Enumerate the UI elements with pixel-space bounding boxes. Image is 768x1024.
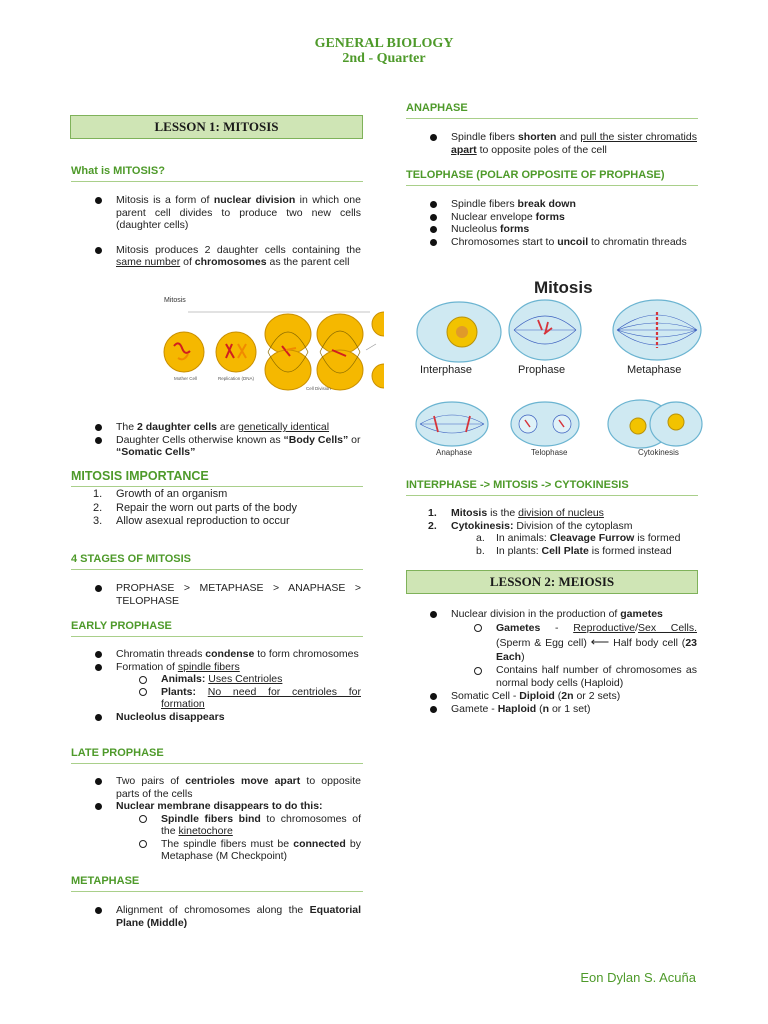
bullet-icon	[95, 714, 102, 721]
circle-bullet-icon	[139, 840, 147, 848]
dividing-cell-metaphase	[317, 314, 363, 390]
circle-bullet-icon	[474, 624, 482, 632]
list-item: 2. Repair the worn out parts of the body	[93, 501, 297, 514]
label-replication: Replication (DNA)	[218, 376, 255, 381]
list-item: Mitosis produces 2 daughter cells containing the same number of chromosomes as the parent cell	[71, 244, 361, 269]
label-anaphase: Anaphase	[436, 448, 473, 457]
list-item: Daughter Cells otherwise known as “Body Cells” or “Somatic Cells”	[71, 434, 361, 459]
list-item: Two pairs of centrioles move apart to opposite parts of the cells	[71, 775, 361, 800]
list-subitem: The spindle fibers must be connected by Metaphase (M Checkpoint)	[71, 838, 361, 863]
document-subtitle: 2nd - Quarter	[342, 51, 426, 66]
bullet-icon	[95, 585, 102, 592]
list-item: PROPHASE > METAPHASE > ANAPHASE > TELOPHASE	[71, 582, 361, 607]
daughter-cells-partial	[366, 312, 384, 388]
bullet-icon	[430, 706, 437, 713]
list-item: 1. Mitosis is the division of nucleus	[428, 507, 604, 519]
label-interphase: Interphase	[420, 364, 472, 376]
what-is-mitosis-list	[71, 194, 361, 269]
bullet-icon	[430, 239, 437, 246]
telophase-cell	[511, 402, 579, 446]
metaphase-heading: METAPHASE	[71, 875, 363, 892]
bullet-icon	[430, 226, 437, 233]
circle-bullet-icon	[474, 667, 482, 675]
what-is-mitosis-heading: What is MITOSIS?	[71, 165, 363, 182]
mitosis-stages-diagram	[412, 272, 704, 462]
list-item: Nucleolus disappears	[71, 711, 361, 724]
bullet-icon	[95, 651, 102, 658]
label-metaphase: Metaphase	[627, 364, 682, 376]
prophase-cell	[509, 300, 581, 360]
mother-cell	[164, 332, 204, 372]
early-prophase-heading: EARLY PROPHASE	[71, 620, 363, 637]
telophase-list	[406, 198, 697, 248]
meiosis-list	[406, 608, 697, 716]
list-item: Alignment of chromosomes along the Equatorial Plane (Middle)	[71, 904, 361, 929]
list-item: Nuclear membrane disappears to do this:	[71, 800, 361, 813]
diagram-title: Mitosis	[164, 297, 186, 304]
document-title: GENERAL BIOLOGY	[314, 36, 454, 51]
bullet-icon	[95, 803, 102, 810]
mitosis-importance-heading: MITOSIS IMPORTANCE	[71, 470, 363, 487]
lesson-2-title: LESSON 2: MEIOSIS	[406, 570, 698, 594]
importance-list	[71, 488, 361, 529]
replicated-cell	[216, 332, 256, 372]
metaphase-cell	[613, 300, 701, 360]
anaphase-list	[406, 131, 697, 156]
bullet-icon	[95, 664, 102, 671]
telophase-heading: TELOPHASE (POLAR OPPOSITE OF PROPHASE)	[406, 169, 698, 186]
list-item: 2. Cytokinesis: Division of the cytoplasm	[428, 519, 633, 532]
four-stages-heading: 4 STAGES OF MITOSIS	[71, 553, 363, 570]
stages-list	[71, 582, 361, 607]
bullet-icon	[430, 611, 437, 618]
bullet-icon	[430, 134, 437, 141]
late-prophase-list	[71, 775, 361, 863]
cycle-list	[406, 507, 697, 557]
list-subitem: Gametes - Reproductive/Sex Cells. (Sperm & Egg cell) ⟵ Half body cell (23 Each)	[406, 621, 697, 664]
label-mother-cell: Mother Cell	[174, 376, 198, 381]
list-item: Gamete - Haploid (n or 1 set)	[406, 703, 697, 716]
lesson-1-title: LESSON 1: MITOSIS	[70, 115, 363, 139]
label-cytokinesis: Cytokinesis	[638, 448, 679, 457]
late-prophase-heading: LATE PROPHASE	[71, 747, 363, 764]
bullet-icon	[95, 197, 102, 204]
bullet-icon	[95, 778, 102, 785]
dividing-cell-prophase	[265, 314, 311, 390]
diagram-title: Mitosis	[534, 278, 593, 297]
list-item: Chromosomes start to uncoil to chromatin threads	[406, 236, 697, 249]
anaphase-heading: ANAPHASE	[406, 102, 698, 119]
list-item: Nucleolus forms	[406, 223, 697, 236]
list-item: Chromatin threads condense to form chromosomes	[71, 648, 361, 661]
cytokinesis-cell	[608, 400, 702, 448]
bullet-icon	[95, 247, 102, 254]
bullet-icon	[430, 201, 437, 208]
cycle-heading: INTERPHASE -> MITOSIS -> CYTOKINESIS	[406, 479, 698, 496]
list-subitem: Plants: No need for centrioles for formation	[71, 686, 361, 711]
list-item: Spindle fibers break down	[406, 198, 697, 211]
metaphase-list	[71, 904, 361, 929]
bullet-icon	[430, 214, 437, 221]
early-prophase-list	[71, 648, 361, 723]
bullet-icon	[95, 907, 102, 914]
bullet-icon	[95, 437, 102, 444]
left-arrow-icon: ⟵	[590, 634, 610, 649]
list-item: Spindle fibers shorten and pull the sister chromatids apart to opposite poles of the cell	[406, 131, 697, 156]
list-item: Somatic Cell - Diploid (2n or 2 sets)	[406, 690, 697, 703]
label-telophase: Telophase	[531, 448, 568, 457]
circle-bullet-icon	[139, 688, 147, 696]
daughter-cells-list	[71, 421, 361, 459]
list-item: The 2 daughter cells are genetically identical	[71, 421, 361, 434]
list-subitem: Contains half number of chromosomes as normal body cells (Haploid)	[406, 664, 697, 690]
author-name: Eon Dylan S. Acuña	[580, 970, 696, 985]
list-subitem: Animals: Uses Centrioles	[71, 673, 361, 686]
bullet-icon	[430, 693, 437, 700]
label-cell-division: Cell Division	[306, 386, 331, 391]
list-subitem: b. In plants: Cell Plate is formed instead	[476, 544, 672, 557]
list-subitem: a. In animals: Cleavage Furrow is formed	[476, 532, 681, 544]
list-subitem: Spindle fibers bind to chromosomes of the kinetochore	[71, 813, 361, 838]
list-item: 1. Growth of an organism	[93, 488, 228, 500]
list-item: Nuclear envelope forms	[406, 211, 697, 224]
list-item: 3. Allow asexual reproduction to occur	[93, 515, 290, 527]
interphase-cell	[417, 302, 501, 362]
list-item: Formation of spindle fibers	[71, 661, 361, 674]
list-item: Mitosis is a form of nuclear division in which one parent cell divides to produce two new cells (daughter cells)	[71, 194, 361, 232]
mitosis-process-diagram	[160, 294, 384, 398]
bullet-icon	[95, 424, 102, 431]
label-prophase: Prophase	[518, 364, 566, 376]
anaphase-cell	[416, 402, 488, 446]
circle-bullet-icon	[139, 676, 147, 684]
circle-bullet-icon	[139, 815, 147, 823]
list-item: Nuclear division in the production of gametes	[406, 608, 697, 621]
